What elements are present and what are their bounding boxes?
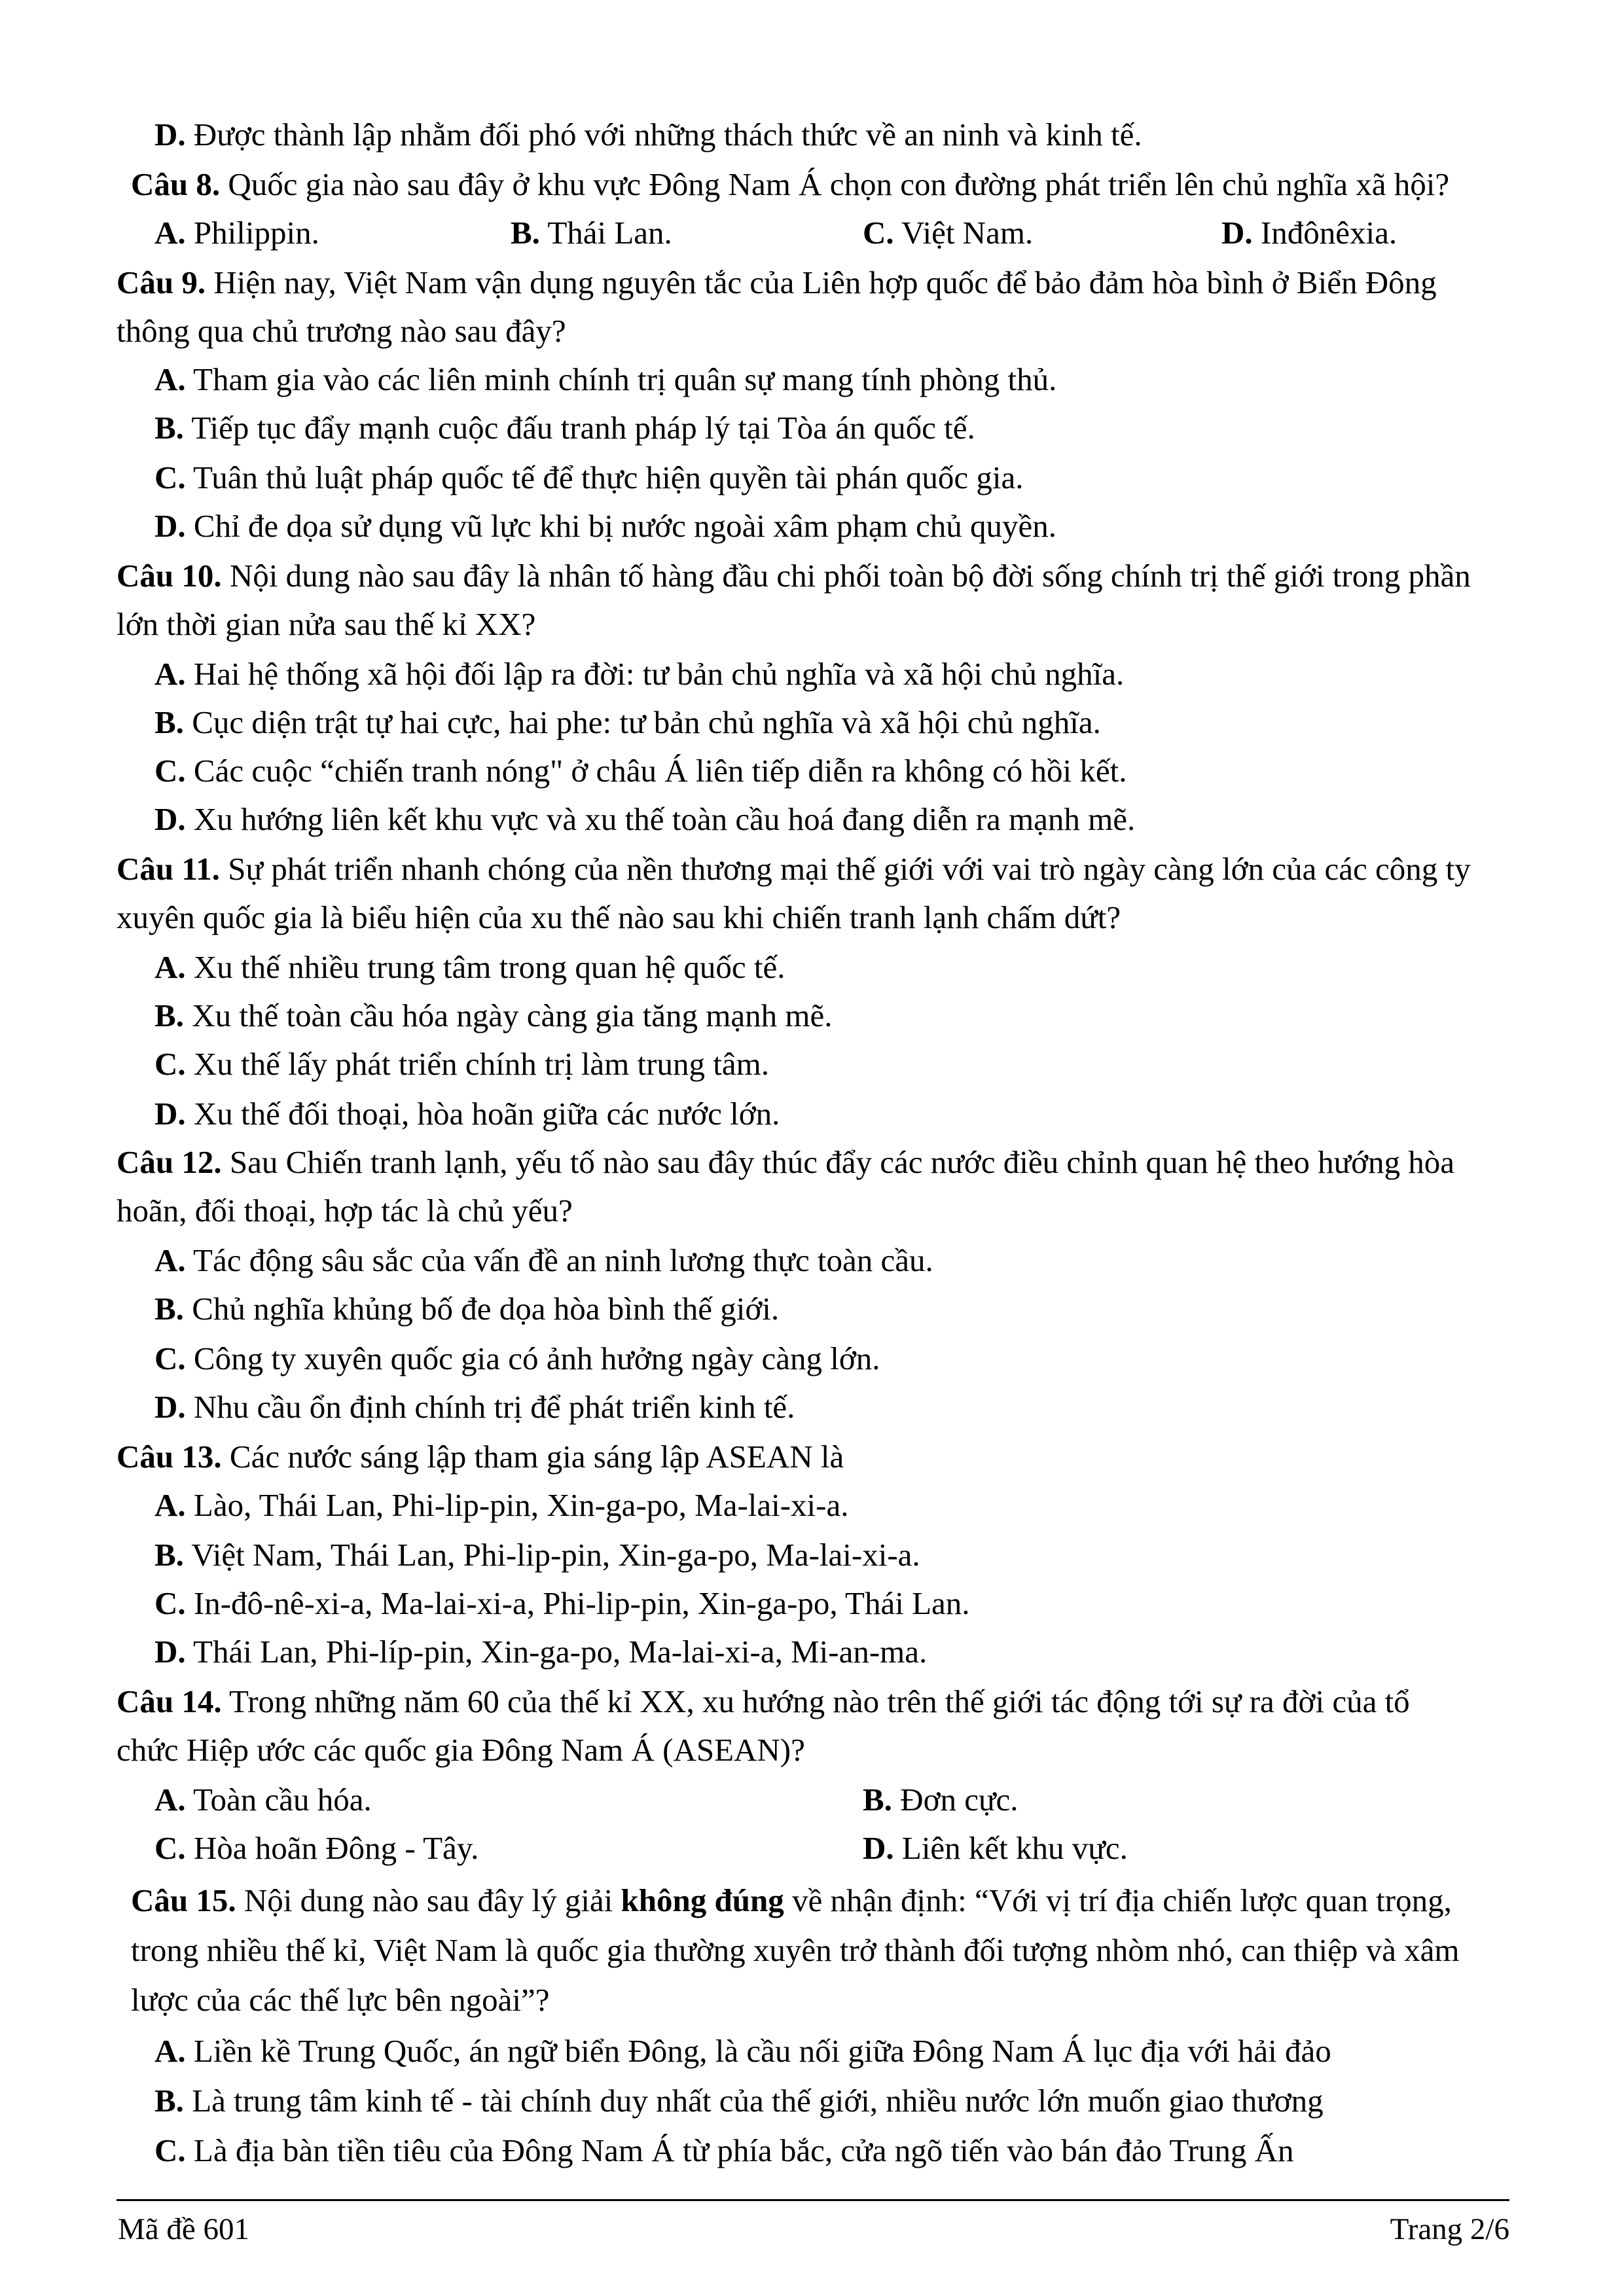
option-d: D. Xu hướng liên kết khu vực và xu thế toàn cầu hoá đang diễn ra mạnh mẽ. — [154, 801, 1136, 837]
option-c: C. Công ty xuyên quốc gia có ảnh hưởng ngày càng lớn. — [154, 1340, 880, 1376]
option-d: D. Thái Lan, Phi-líp-pin, Xin-ga-po, Ma-lai-xi-a, Mi-an-ma. — [154, 1634, 928, 1670]
question-15: Câu 15. Nội dung nào sau đây lý giải không đúng về nhận định: “Với vị trí địa chiến lược quan trọng, — [131, 1882, 1452, 1918]
page-number: Trang 2/6 — [1390, 2212, 1509, 2246]
option-d: D. Nhu cầu ổn định chính trị để phát triển kinh tế. — [154, 1389, 795, 1425]
question-11-line-2: xuyên quốc gia là biểu hiện của xu thế nào sau khi chiến tranh lạnh chấm dứt? — [117, 899, 1121, 935]
question-14: Câu 14. Trong những năm 60 của thế kỉ XX, xu hướng nào trên thế giới tác động tới sự ra đời của tổ — [117, 1683, 1410, 1719]
option-a: A. Toàn cầu hóa. — [154, 1782, 372, 1818]
question-8: Câu 8. Quốc gia nào sau đây ở khu vực Đông Nam Á chọn con đường phát triển lên chủ nghĩa xã hội? — [131, 166, 1450, 202]
option-d: D. Chỉ đe dọa sử dụng vũ lực khi bị nước ngoài xâm phạm chủ quyền. — [154, 508, 1057, 544]
option-b: B. Việt Nam, Thái Lan, Phi-lip-pin, Xin-ga-po, Ma-lai-xi-a. — [154, 1537, 920, 1573]
option-a: A. Xu thế nhiều trung tâm trong quan hệ quốc tế. — [154, 949, 785, 985]
option-c: C. Các cuộc “chiến tranh nóng" ở châu Á liên tiếp diễn ra không có hồi kết. — [154, 753, 1127, 789]
option-b: B. Chủ nghĩa khủng bố đe dọa hòa bình thế giới. — [154, 1291, 780, 1327]
question-13: Câu 13. Các nước sáng lập tham gia sáng lập ASEAN là — [117, 1439, 844, 1475]
option-b: B. Thái Lan. — [511, 215, 672, 251]
option-d: D. Liên kết khu vực. — [863, 1830, 1128, 1866]
option-a: A. Lào, Thái Lan, Phi-lip-pin, Xin-ga-po, Ma-lai-xi-a. — [154, 1487, 849, 1523]
option-a: A. Philippin. — [154, 215, 319, 251]
question-9: Câu 9. Hiện nay, Việt Nam vận dụng nguyên tắc của Liên hợp quốc để bảo đảm hòa bình ở Biển Đông — [117, 264, 1437, 300]
question-9-line-2: thông qua chủ trương nào sau đây? — [117, 313, 566, 349]
option-b: B. Xu thế toàn cầu hóa ngày càng gia tăng mạnh mẽ. — [154, 997, 833, 1033]
option-a: A. Liền kề Trung Quốc, án ngữ biển Đông, là cầu nối giữa Đông Nam Á lục địa với hải đảo — [154, 2033, 1331, 2069]
option-a: A. Tham gia vào các liên minh chính trị quân sự mang tính phòng thủ. — [154, 361, 1057, 397]
question-11: Câu 11. Sự phát triển nhanh chóng của nền thương mại thế giới với vai trò ngày càng lớn của các công ty — [117, 851, 1471, 887]
option-c: C. Xu thế lấy phát triển chính trị làm trung tâm. — [154, 1046, 769, 1082]
option-d: D. Được thành lập nhằm đối phó với những thách thức về an ninh và kinh tế. — [154, 117, 1142, 152]
question-15-line-3: lược của các thế lực bên ngoài”? — [131, 1982, 550, 2018]
option-b: B. Cục diện trật tự hai cực, hai phe: tư bản chủ nghĩa và xã hội chủ nghĩa. — [154, 704, 1101, 740]
option-a: A. Tác động sâu sắc của vấn đề an ninh lương thực toàn cầu. — [154, 1242, 933, 1278]
option-c: C. Là địa bàn tiền tiêu của Đông Nam Á từ phía bắc, cửa ngõ tiến vào bán đảo Trung Ấn — [154, 2132, 1294, 2168]
question-10: Câu 10. Nội dung nào sau đây là nhân tố hàng đầu chi phối toàn bộ đời sống chính trị thế giới trong phần — [117, 558, 1471, 594]
question-12: Câu 12. Sau Chiến tranh lạnh, yếu tố nào sau đây thúc đẩy các nước điều chỉnh quan hệ theo hướng hòa — [117, 1144, 1455, 1180]
option-d: D. Inđônêxia. — [1221, 215, 1398, 251]
option-d: D. Xu thế đối thoại, hòa hoãn giữa các nước lớn. — [154, 1096, 780, 1132]
question-10-line-2: lớn thời gian nửa sau thế kỉ XX? — [117, 606, 536, 642]
question-12-line-2: hoãn, đối thoại, hợp tác là chủ yếu? — [117, 1193, 573, 1229]
question-15-line-2: trong nhiều thế kỉ, Việt Nam là quốc gia thường xuyên trở thành đối tượng nhòm nhó, can thiệp và xâm — [131, 1932, 1460, 1968]
option-c: C. Tuân thủ luật pháp quốc tế để thực hiện quyền tài phán quốc gia. — [154, 459, 1024, 495]
option-b: B. Là trung tâm kinh tế - tài chính duy nhất của thế giới, nhiều nước lớn muốn giao thương — [154, 2083, 1324, 2119]
option-c: C. Hòa hoãn Đông - Tây. — [154, 1830, 479, 1866]
footer-divider — [117, 2199, 1509, 2201]
option-c: C. Việt Nam. — [863, 215, 1034, 251]
question-14-line-2: chức Hiệp ước các quốc gia Đông Nam Á (ASEAN)? — [117, 1732, 805, 1768]
exam-code: Mã đề 601 — [118, 2212, 250, 2246]
option-a: A. Hai hệ thống xã hội đối lập ra đời: tư bản chủ nghĩa và xã hội chủ nghĩa. — [154, 656, 1125, 692]
option-b: B. Tiếp tục đẩy mạnh cuộc đấu tranh pháp lý tại Tòa án quốc tế. — [154, 410, 975, 446]
option-c: C. In-đô-nê-xi-a, Ma-lai-xi-a, Phi-lip-pin, Xin-ga-po, Thái Lan. — [154, 1585, 970, 1621]
option-b: B. Đơn cực. — [863, 1782, 1019, 1818]
